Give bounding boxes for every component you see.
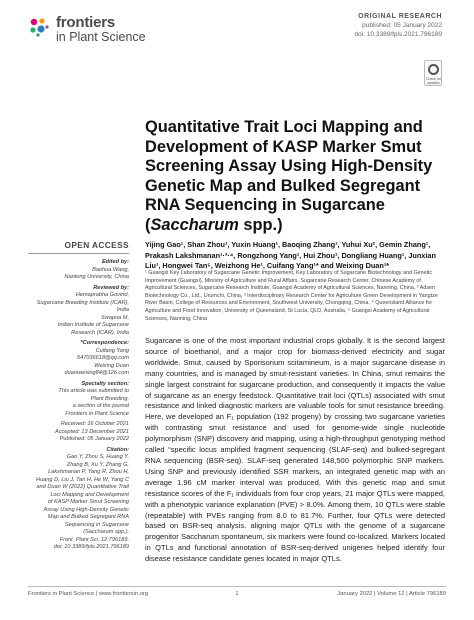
affiliations: ¹ Guangxi Key Laboratory of Sugarcane Genetic Improvement, Key Laboratory of Sugarcane Biotechnology and Genetic Improvement (Guangxi), Ministry of Agriculture and Rural Affairs, Sugarcane Research Center, Chinese Academy of Agricultural Sciences, Sugarcane Research Institute, Guangxi Academy of Agricultural Sciences, Nanning, China, ² Adsen Biotechnology Co., Ltd., Urumchi, China, ³ Interdisciplinary Research Center for Agriculture Green Development in Yangtze River Basin, College of Resources and Environment, Southwest University, Chongqing, China, ⁴ Queensland Alliance for Agriculture and Food Innovation, University of Queensland, St Lucia, QLD, Australia, ⁵ Guangxi Academy of Agricultural Sciences, Nanning, China — [145, 270, 438, 322]
article-sidebar — [28, 240, 129, 555]
correspondence-text[interactable]: Cuifang Yang 547036618@qq.com Weixing Duan duanweixing84@126.com — [64, 347, 129, 376]
abstract-text: Sugarcane is one of the most important industrial crops globally. It is the second largest source of bioethanol, and a major crop for biomass-derived electricity and sugar worldwide. Smut, caused by Sporisorium scitamineum, is a major sugarcane disease in many countries, and is managed by smut-resistant varieties. In China, smut remains the single largest constraint for sugarcane production, and consequently it impacts the value of sugarcane as an energy feedstock. Quantitative trait loci (QTLs) associated with smut resistance and linked diagnostic markers are valuable tools for smut resistance breeding. Here, we developed an F₁ population (192 progeny) by crossing two sugarcane varieties with contrasting smut resistance and used for genome-wide single nucleotide polymorphism (SNP) discovery and mapping, using a high-throughput genotyping method called “specific locus amplified fragment sequencing (SLAF-seq) and bulked-segregant RNA sequencing (BSR-seq). SLAF-seq generated 148,500 polymorphic SNP markers. Using SNP and previously identified SSR markers, an integrated genetic map with an average 1.96 cM marker interval was produced. With this genetic map and smut resistance scores of the F₁ individuals from four crop years, 21 major QTLs were mapped, with a phenotypic variance explanation (PVE) > 8.0%. Among them, 10 QTLs were stable (repeatable) with PVEs ranging from 8.0 to 81.7%. Further, four QTLs were detected based on BSR-seq analysis. aligning major QTLs with the genome of a sugarcane progenitor Saccharum spontaneum, six markers were found co-localized. Markers located in QTLs and functional annotation of BSR-seq-derived unigenes helped identify four disease resistance candidate genes located in major QTLs. — [145, 336, 445, 564]
published-date: published: 05 January 2022 — [362, 22, 442, 29]
title-suffix: spp.) — [238, 215, 283, 234]
open-access-divider — [28, 253, 129, 254]
edited-by-text: Baohua Wang, Nantong University, China — [64, 266, 129, 280]
citation-block — [28, 447, 129, 552]
citation-text: Gao Y, Zhou S, Huang Y, Zhang B, Xu Y, Zhang G, Lakshmanan P, Yang R, Zhou H, Huang D, Liu J, Tan H, He W, Yang C and Duan W (2022) Quantitative Trait Loci Mapping and Development of KASP Marker Smut Screening Assay Using High-Density Genetic Map and Bulked Segregant RNA Sequencing in Sugarcane (Saccharum spp.). Front. Plant Sci. 12:796189. doi: 10.3389/fpls.2021.796189 — [36, 454, 129, 550]
journal-header — [0, 0, 474, 64]
frontiers-logo-icon — [28, 16, 50, 38]
edited-by-label: Edited by: — [101, 259, 129, 265]
author-list: Yijing Gao¹, Shan Zhou¹, Yuxin Huang¹, Baoqing Zhang¹, Yuhui Xu², Gemin Zhang¹, Prakash Lakshmanan¹·³·⁴, Rongzhong Yang¹, Hui Zhou¹, Dongliang Huang¹, Junxian Liu¹, Hongwei Tan⁵, Weizhong He¹, Cuifang Yang¹* and Weixing Duan¹* — [145, 240, 436, 270]
page-number: 1 — [235, 591, 239, 597]
open-access-label: OPEN ACCESS — [64, 240, 129, 250]
check-for-updates-badge[interactable] — [424, 60, 442, 86]
title-text: Quantitative Trait Loci Mapping and Development of KASP Marker Smut Screening Assay Using High-Density Genetic Map and Bulked Segregant RNA Sequencing in Sugarcane ( — [145, 118, 433, 234]
article-type: ORIGINAL RESEARCH — [358, 13, 442, 20]
footer-journal-link[interactable]: Frontiers in Plant Science | www.frontiersin.org — [28, 591, 149, 597]
dates-text: Received: 16 October 2021 Accepted: 13 December 2021 Published: 05 January 2022 — [54, 421, 129, 442]
reviewed-by-text: Hemaprabha Govind, Sugarcane Breeding Institute (ICAR), India Swapna M, Indian Institute of Sugarcane Research (ICAR), India — [36, 292, 129, 336]
footer-divider — [28, 586, 446, 587]
correspondence-block — [28, 340, 129, 378]
check-updates-icon — [428, 64, 439, 75]
reviewed-by-block — [28, 285, 129, 338]
reviewed-by-label: Reviewed by: — [93, 284, 129, 291]
logo-journal-name: in Plant Science — [56, 30, 146, 44]
edited-by-block — [28, 259, 129, 282]
correspondence-label: *Correspondence: — [80, 340, 129, 346]
footer-issue-info: January 2022 | Volume 12 | Article 796189 — [337, 591, 446, 597]
specialty-text: This article was submitted to Plant Breeding, a section of the journal Frontiers in Plant Science — [58, 388, 129, 417]
publication-info — [355, 12, 442, 39]
title-genus: Saccharum — [150, 215, 239, 234]
citation-label: Citation: — [106, 446, 129, 453]
article-title — [145, 118, 445, 236]
specialty-block — [28, 381, 129, 419]
frontiers-logo[interactable] — [28, 14, 178, 44]
doi-link[interactable]: doi: 10.3389/fpls.2021.796189 — [354, 31, 442, 38]
dates-block — [28, 421, 129, 444]
logo-wordmark: frontiers — [56, 14, 116, 31]
check-updates-label: Check for updates — [426, 77, 441, 85]
specialty-label: Specialty section: — [81, 380, 129, 387]
